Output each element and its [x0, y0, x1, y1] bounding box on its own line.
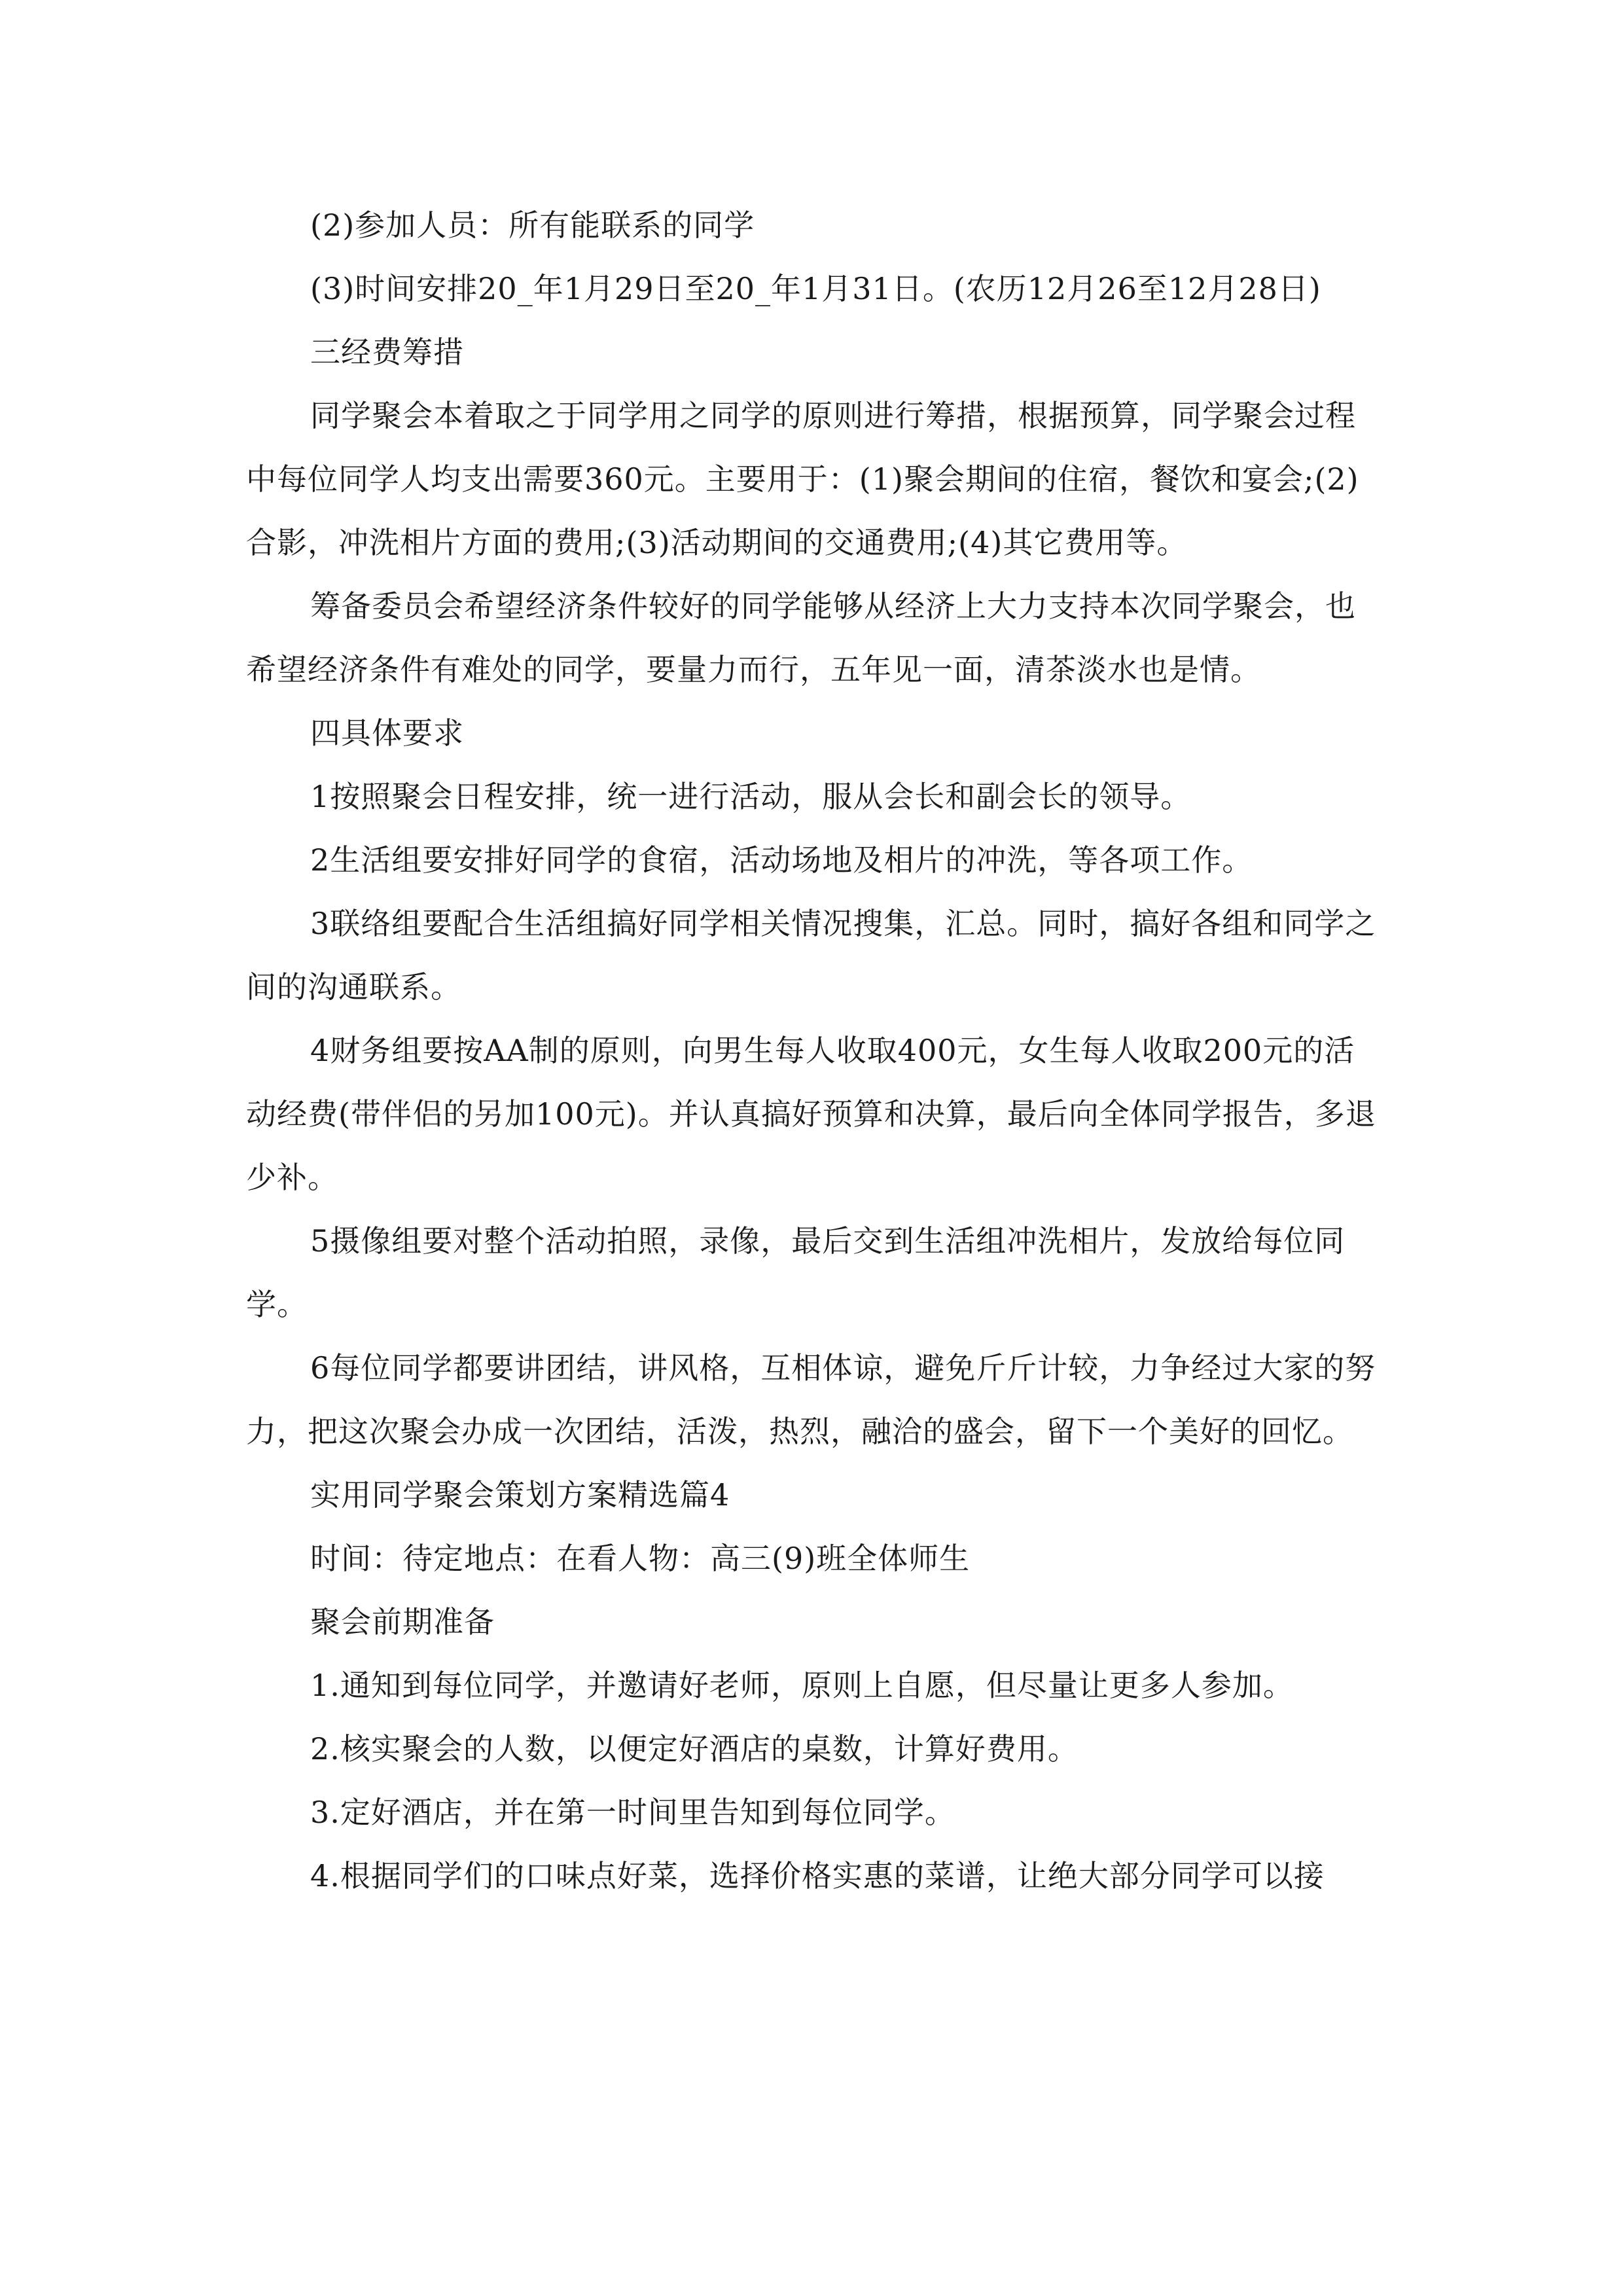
requirement-item-2: 2生活组要安排好同学的食宿，活动场地及相片的冲洗，等各项工作。	[310, 842, 1253, 878]
requirement-item-1: 1按照聚会日程安排，统一进行活动，服从会长和副会长的领导。	[310, 779, 1192, 814]
preparation-item-4: 4.根据同学们的口味点好菜，选择价格实惠的菜谱，让绝大部分同学可以接	[310, 1858, 1325, 1893]
document-body	[246, 194, 1385, 1908]
preparation-item-2: 2.核实聚会的人数，以便定好酒店的桌数，计算好费用。	[310, 1731, 1079, 1767]
preparation-item-1: 1.通知到每位同学，并邀请好老师，原则上自愿，但尽量让更多人参加。	[310, 1668, 1294, 1703]
section-heading-plan-4: 实用同学聚会策划方案精选篇4	[310, 1477, 730, 1513]
paragraph-funding-principle: 同学聚会本着取之于同学用之同学的原则进行筹措，根据预算，同学聚会过程中每位同学人均支出需要360元。主要用于：(1)聚会期间的住宿，餐饮和宴会;(2)合影，冲洗相片方面的费用;(3)活动期间的交通费用;(4)其它费用等。	[246, 398, 1359, 560]
section-heading-requirements: 四具体要求	[310, 715, 464, 751]
requirement-item-5: 5摄像组要对整个活动拍照，录像，最后交到生活组冲洗相片，发放给每位同学。	[246, 1223, 1346, 1322]
section-heading-preparation: 聚会前期准备	[310, 1604, 495, 1640]
requirement-item-6: 6每位同学都要讲团结，讲风格，互相体谅，避免斤斤计较，力争经过大家的努力，把这次聚会办成一次团结，活泼，热烈，融洽的盛会，留下一个美好的回忆。	[246, 1350, 1376, 1449]
paragraph-funding-support: 筹备委员会希望经济条件较好的同学能够从经济上大力支持本次同学聚会，也希望经济条件有难处的同学，要量力而行，五年见一面，清茶淡水也是情。	[246, 588, 1356, 687]
paragraph-schedule: (3)时间安排20_年1月29日至20_年1月31日。(农历12月26至12月28日)	[310, 271, 1321, 306]
requirement-item-3: 3联络组要配合生活组搞好同学相关情况搜集，汇总。同时，搞好各组和同学之间的沟通联系。	[246, 906, 1376, 1005]
paragraph-time-place-people: 时间：待定地点：在看人物：高三(9)班全体师生	[310, 1541, 971, 1576]
section-heading-funding: 三经费筹措	[310, 334, 464, 370]
preparation-item-3: 3.定好酒店，并在第一时间里告知到每位同学。	[310, 1795, 955, 1830]
requirement-item-4: 4财务组要按AA制的原则，向男生每人收取400元，女生每人收取200元的活动经费(带伴侣的另加100元)。并认真搞好预算和决算，最后向全体同学报告，多退少补。	[246, 1033, 1376, 1195]
paragraph-participants: (2)参加人员：所有能联系的同学	[310, 207, 755, 243]
